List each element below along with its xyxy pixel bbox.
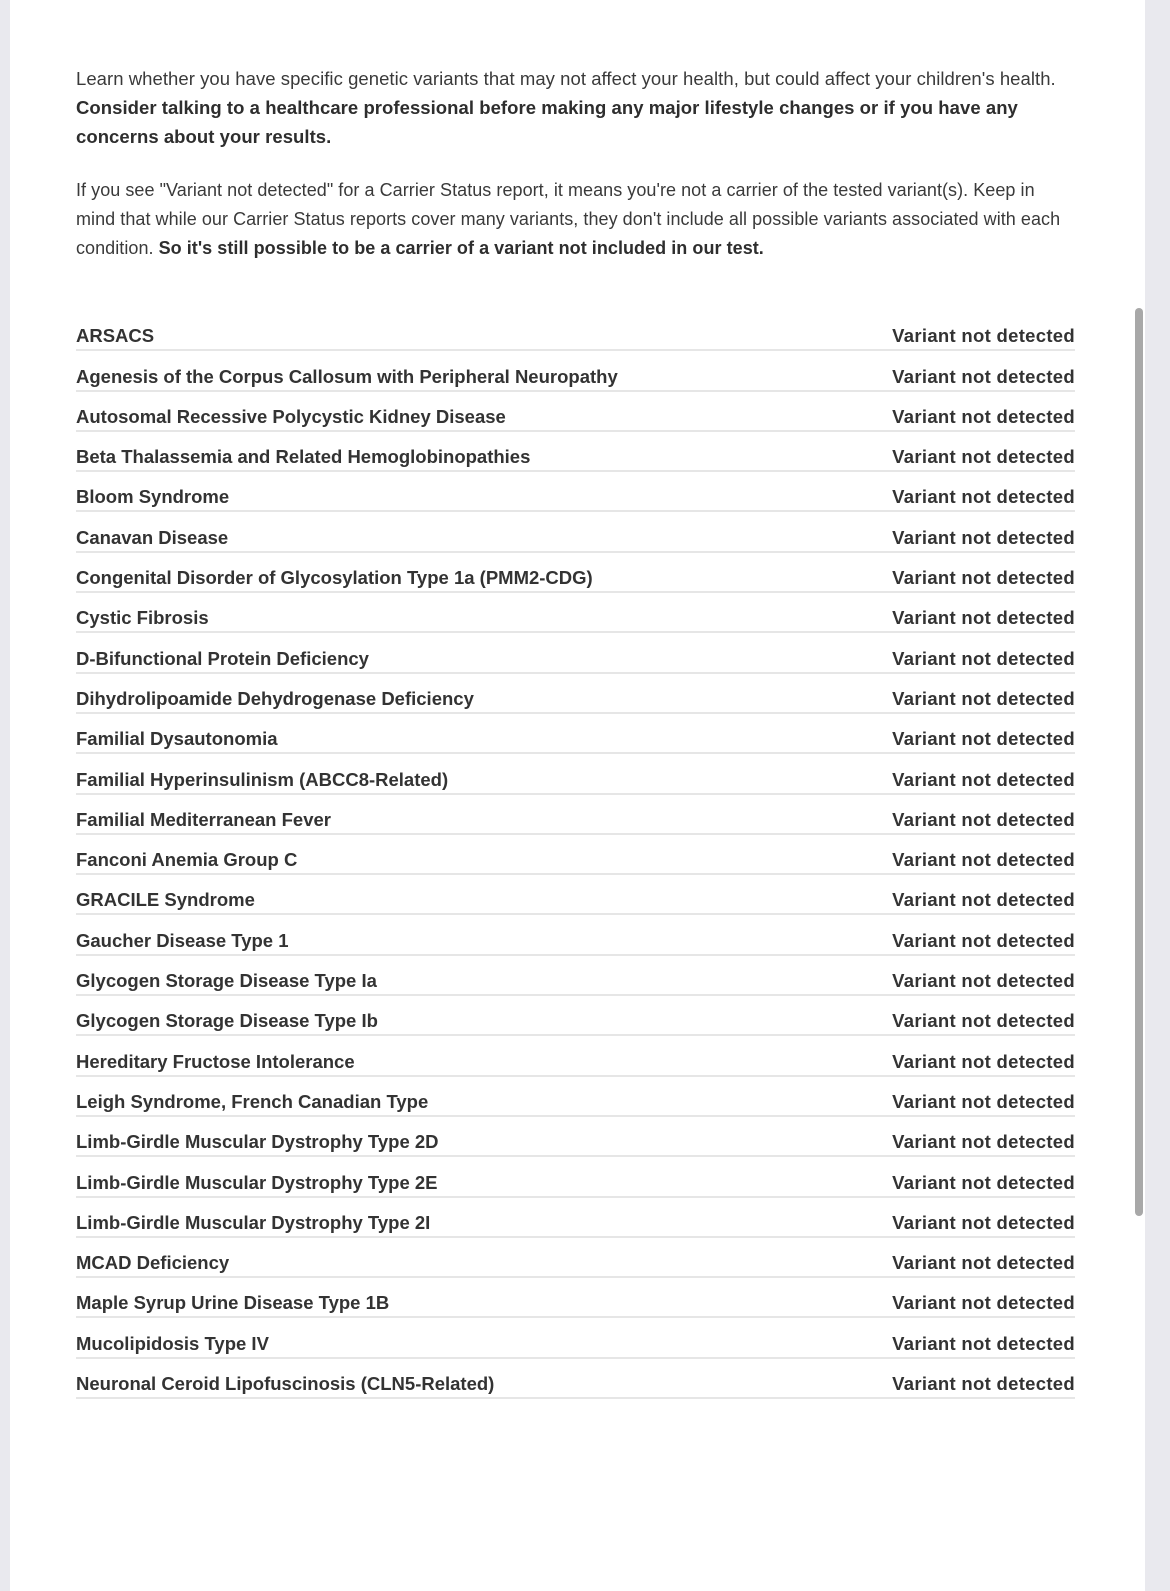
result-status: Variant not detected [892, 970, 1075, 992]
disclaimer-bold-text: So it's still possible to be a carrier of a variant not included in our test. [158, 238, 764, 258]
result-status: Variant not detected [892, 687, 1075, 709]
intro-bold-text: Consider talking to a healthcare professional before making any major lifestyle changes or if you have any concerns about your results. [76, 97, 1018, 147]
result-status: Variant not detected [892, 1050, 1075, 1072]
condition-name[interactable]: Hereditary Fructose Intolerance [76, 1050, 355, 1072]
result-status: Variant not detected [892, 1211, 1075, 1233]
condition-name[interactable]: Bloom Syndrome [76, 486, 230, 508]
result-status: Variant not detected [892, 1171, 1075, 1193]
result-row[interactable] [76, 593, 1075, 633]
result-status: Variant not detected [892, 728, 1075, 750]
condition-name[interactable]: MCAD Deficiency [76, 1252, 230, 1274]
scrollbar-track[interactable] [1145, 0, 1170, 1591]
result-status: Variant not detected [892, 849, 1075, 871]
result-status: Variant not detected [892, 929, 1075, 951]
condition-name[interactable]: Dihydrolipoamide Dehydrogenase Deficiency [76, 687, 474, 709]
result-status: Variant not detected [892, 889, 1075, 911]
result-row[interactable] [76, 553, 1075, 593]
result-row[interactable] [76, 835, 1075, 875]
condition-name[interactable]: Canavan Disease [76, 526, 229, 548]
condition-name[interactable]: D-Bifunctional Protein Deficiency [76, 647, 369, 669]
condition-name[interactable]: Autosomal Recessive Polycystic Kidney Disease [76, 405, 506, 427]
result-status: Variant not detected [892, 1252, 1075, 1274]
condition-name[interactable]: Glycogen Storage Disease Type Ib [76, 1010, 378, 1032]
carrier-status-content [76, 64, 1076, 1399]
result-status: Variant not detected [892, 1332, 1075, 1354]
result-row[interactable] [76, 996, 1075, 1036]
condition-name[interactable]: Agenesis of the Corpus Callosum with Peripheral Neuropathy [76, 365, 618, 387]
result-row[interactable] [76, 1036, 1075, 1076]
result-status: Variant not detected [892, 607, 1075, 629]
result-row[interactable] [76, 1318, 1075, 1358]
condition-name[interactable]: Limb-Girdle Muscular Dystrophy Type 2D [76, 1131, 439, 1153]
disclaimer-paragraph [76, 176, 1076, 263]
result-status: Variant not detected [892, 1373, 1075, 1395]
result-row[interactable] [76, 1238, 1075, 1278]
result-status: Variant not detected [892, 567, 1075, 589]
condition-name[interactable]: ARSACS [76, 325, 155, 347]
result-row[interactable] [76, 512, 1075, 552]
disclaimer-text: If you see "Variant not detected" for a Carrier Status report, it means you're not a carrier of the tested variant(s). Keep in mind that while our Carrier Status reports cover many variants, they don't include all possible variants associated with each condition. [76, 180, 1061, 258]
result-row[interactable] [76, 915, 1075, 955]
intro-section [76, 64, 1076, 263]
condition-name[interactable]: Familial Hyperinsulinism (ABCC8-Related) [76, 768, 449, 790]
result-row[interactable] [76, 956, 1075, 996]
result-row[interactable] [76, 714, 1075, 754]
condition-name[interactable]: Fanconi Anemia Group C [76, 849, 298, 871]
result-row[interactable] [76, 1198, 1075, 1238]
result-status: Variant not detected [892, 325, 1075, 347]
condition-name[interactable]: Congenital Disorder of Glycosylation Type 1a (PMM2-CDG) [76, 567, 593, 589]
condition-name[interactable]: Cystic Fibrosis [76, 607, 209, 629]
result-row[interactable] [76, 1117, 1075, 1157]
condition-name[interactable]: Glycogen Storage Disease Type Ia [76, 970, 377, 992]
scrollbar-thumb[interactable] [1135, 308, 1143, 1216]
condition-name[interactable]: Limb-Girdle Muscular Dystrophy Type 2E [76, 1171, 438, 1193]
result-status: Variant not detected [892, 808, 1075, 830]
condition-name[interactable]: GRACILE Syndrome [76, 889, 255, 911]
result-row[interactable] [76, 351, 1075, 391]
condition-name[interactable]: Beta Thalassemia and Related Hemoglobinopathies [76, 446, 531, 468]
condition-name[interactable]: Leigh Syndrome, French Canadian Type [76, 1090, 429, 1112]
condition-name[interactable]: Familial Dysautonomia [76, 728, 278, 750]
result-status: Variant not detected [892, 1010, 1075, 1032]
result-status: Variant not detected [892, 405, 1075, 427]
result-row[interactable] [76, 1077, 1075, 1117]
result-row[interactable] [76, 875, 1075, 915]
result-row[interactable] [76, 472, 1075, 512]
result-row[interactable] [76, 754, 1075, 794]
condition-name[interactable]: Maple Syrup Urine Disease Type 1B [76, 1292, 390, 1314]
result-status: Variant not detected [892, 1131, 1075, 1153]
result-status: Variant not detected [892, 1090, 1075, 1112]
result-row[interactable] [76, 1278, 1075, 1318]
result-row[interactable] [76, 674, 1075, 714]
result-status: Variant not detected [892, 446, 1075, 468]
result-row[interactable] [76, 795, 1075, 835]
condition-name[interactable]: Limb-Girdle Muscular Dystrophy Type 2I [76, 1211, 431, 1233]
intro-paragraph [76, 64, 1076, 151]
carrier-results-list [76, 311, 1075, 1399]
intro-text: Learn whether you have specific genetic variants that may not affect your health, but could affect your children's health. [76, 68, 1056, 89]
condition-name[interactable]: Familial Mediterranean Fever [76, 808, 331, 830]
result-status: Variant not detected [892, 1292, 1075, 1314]
condition-name[interactable]: Neuronal Ceroid Lipofuscinosis (CLN5-Related) [76, 1373, 495, 1395]
report-page [10, 0, 1145, 1591]
result-status: Variant not detected [892, 486, 1075, 508]
condition-name[interactable]: Mucolipidosis Type IV [76, 1332, 269, 1354]
result-row[interactable] [76, 1157, 1075, 1197]
result-status: Variant not detected [892, 768, 1075, 790]
result-row[interactable] [76, 1359, 1075, 1399]
result-row[interactable] [76, 311, 1075, 351]
result-status: Variant not detected [892, 526, 1075, 548]
result-row[interactable] [76, 432, 1075, 472]
result-row[interactable] [76, 392, 1075, 432]
condition-name[interactable]: Gaucher Disease Type 1 [76, 929, 289, 951]
result-row[interactable] [76, 633, 1075, 673]
result-status: Variant not detected [892, 647, 1075, 669]
result-status: Variant not detected [892, 365, 1075, 387]
